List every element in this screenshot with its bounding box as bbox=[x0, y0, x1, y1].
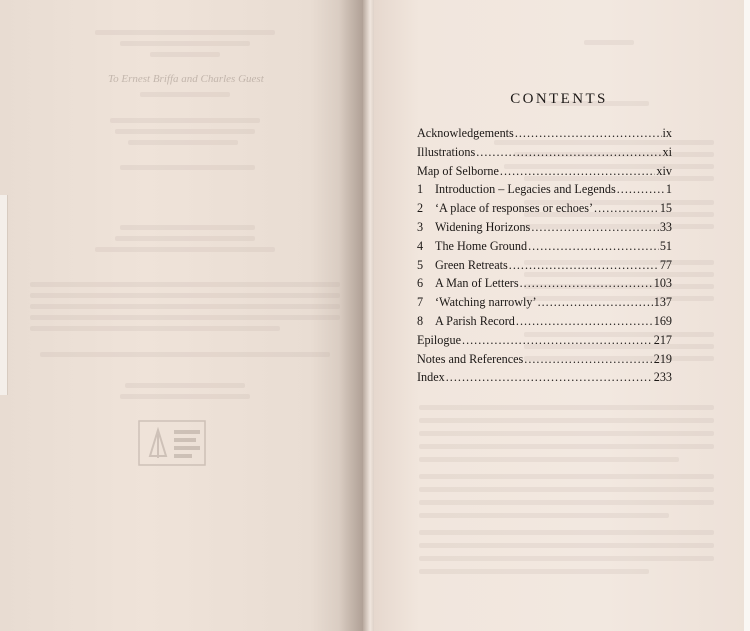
show-through-line bbox=[419, 500, 714, 505]
toc-entry bbox=[417, 201, 672, 220]
toc-entry bbox=[417, 182, 672, 201]
show-through-line bbox=[150, 52, 220, 57]
toc-entry bbox=[417, 276, 672, 295]
chapter-number: 4 bbox=[417, 238, 424, 253]
table-of-contents bbox=[417, 126, 672, 389]
page-edge bbox=[744, 0, 750, 631]
entry-title: ‘A place of responses or echoes’ bbox=[435, 201, 594, 216]
toc-entry bbox=[417, 258, 672, 277]
show-through-line bbox=[419, 418, 714, 423]
show-through-line bbox=[115, 129, 255, 134]
fsc-logo-icon bbox=[138, 420, 206, 466]
show-through-line bbox=[419, 569, 649, 574]
show-through-line bbox=[419, 543, 714, 548]
show-through-line bbox=[140, 92, 230, 97]
show-through-line bbox=[419, 405, 714, 410]
dot-leader bbox=[509, 258, 659, 273]
page-number: xi bbox=[662, 144, 672, 159]
entry-title: Acknowledgements bbox=[417, 126, 514, 140]
dot-leader bbox=[524, 352, 652, 367]
toc-entry bbox=[417, 333, 672, 352]
dot-leader bbox=[516, 314, 653, 329]
page-number: xiv bbox=[656, 163, 672, 178]
entry-title: A Parish Record bbox=[435, 313, 515, 328]
dot-leader bbox=[538, 295, 653, 310]
page-number: 1 bbox=[665, 182, 672, 197]
show-through-line bbox=[30, 315, 340, 320]
contents-heading: CONTENTS bbox=[510, 91, 608, 107]
show-through-line bbox=[115, 236, 255, 241]
show-through-line bbox=[419, 530, 714, 535]
chapter-number: 8 bbox=[417, 313, 424, 328]
show-through-line bbox=[584, 40, 634, 45]
show-through-line bbox=[30, 304, 340, 309]
dot-leader bbox=[520, 276, 653, 291]
page-edge bbox=[0, 195, 8, 395]
show-through-line bbox=[419, 444, 714, 449]
toc-entry bbox=[417, 314, 672, 333]
show-through-line bbox=[128, 140, 238, 145]
toc-entry bbox=[417, 295, 672, 314]
toc-entry bbox=[417, 370, 672, 389]
show-through-line bbox=[95, 247, 275, 252]
show-through-line bbox=[30, 282, 340, 287]
toc-entry bbox=[417, 220, 672, 239]
show-through-line bbox=[419, 513, 669, 518]
chapter-number: 7 bbox=[417, 295, 424, 310]
show-through-line bbox=[95, 30, 275, 35]
toc-entry bbox=[417, 164, 672, 183]
spine-shadow bbox=[339, 0, 365, 631]
show-through-line bbox=[419, 474, 714, 479]
show-through-line bbox=[30, 293, 340, 298]
show-through-line bbox=[419, 487, 714, 492]
page-number: 15 bbox=[659, 201, 672, 216]
entry-title: Epilogue bbox=[417, 332, 462, 347]
chapter-number: 6 bbox=[417, 276, 424, 291]
entry-title: Illustrations bbox=[417, 144, 476, 159]
show-through-line bbox=[419, 431, 714, 436]
toc-entry bbox=[417, 126, 672, 145]
dot-leader bbox=[462, 333, 653, 348]
show-through-line bbox=[30, 326, 280, 331]
page-number: 169 bbox=[653, 313, 672, 328]
page-number: 137 bbox=[653, 295, 672, 310]
chapter-number: 1 bbox=[417, 182, 424, 197]
chapter-number: 3 bbox=[417, 219, 424, 234]
page-number: 77 bbox=[659, 257, 672, 272]
dot-leader bbox=[500, 164, 656, 179]
page-number: 219 bbox=[653, 351, 672, 366]
chapter-number: 2 bbox=[417, 201, 424, 216]
show-through-line bbox=[120, 41, 250, 46]
dot-leader bbox=[528, 239, 659, 254]
left-page bbox=[0, 0, 365, 631]
page-number: 103 bbox=[653, 276, 672, 291]
toc-entry bbox=[417, 145, 672, 164]
entry-title: ‘Watching narrowly’ bbox=[435, 295, 537, 310]
dedication-text: To Ernest Briffa and Charles Guest bbox=[108, 73, 264, 85]
dot-leader bbox=[515, 126, 662, 141]
entry-title: The Home Ground bbox=[435, 238, 528, 253]
show-through-line bbox=[419, 556, 714, 561]
entry-title: Map of Selborne bbox=[417, 163, 499, 178]
page-number: 33 bbox=[659, 219, 672, 234]
show-through-line bbox=[419, 457, 679, 462]
page-number: 217 bbox=[653, 332, 672, 347]
chapter-number: 5 bbox=[417, 257, 424, 272]
dot-leader bbox=[617, 182, 665, 197]
dot-leader bbox=[446, 370, 653, 385]
entry-title: Widening Horizons bbox=[435, 219, 531, 234]
dot-leader bbox=[594, 201, 659, 216]
entry-title: Green Retreats bbox=[435, 257, 508, 272]
toc-entry bbox=[417, 239, 672, 258]
show-through-line bbox=[125, 383, 245, 388]
entry-title: Notes and References bbox=[417, 351, 524, 366]
show-through-line bbox=[120, 165, 255, 170]
page-number: 233 bbox=[653, 370, 672, 385]
show-through-line bbox=[110, 118, 260, 123]
page-number: ix bbox=[662, 126, 672, 140]
dot-leader bbox=[476, 145, 661, 160]
dot-leader bbox=[531, 220, 659, 235]
right-page bbox=[374, 0, 750, 631]
page-number: 51 bbox=[659, 238, 672, 253]
show-through-line bbox=[40, 352, 330, 357]
entry-title: Index bbox=[417, 370, 445, 385]
show-through-line bbox=[120, 394, 250, 399]
entry-title: A Man of Letters bbox=[435, 276, 519, 291]
toc-entry bbox=[417, 352, 672, 371]
entry-title: Introduction – Legacies and Legends bbox=[435, 182, 616, 197]
show-through-line bbox=[120, 225, 255, 230]
